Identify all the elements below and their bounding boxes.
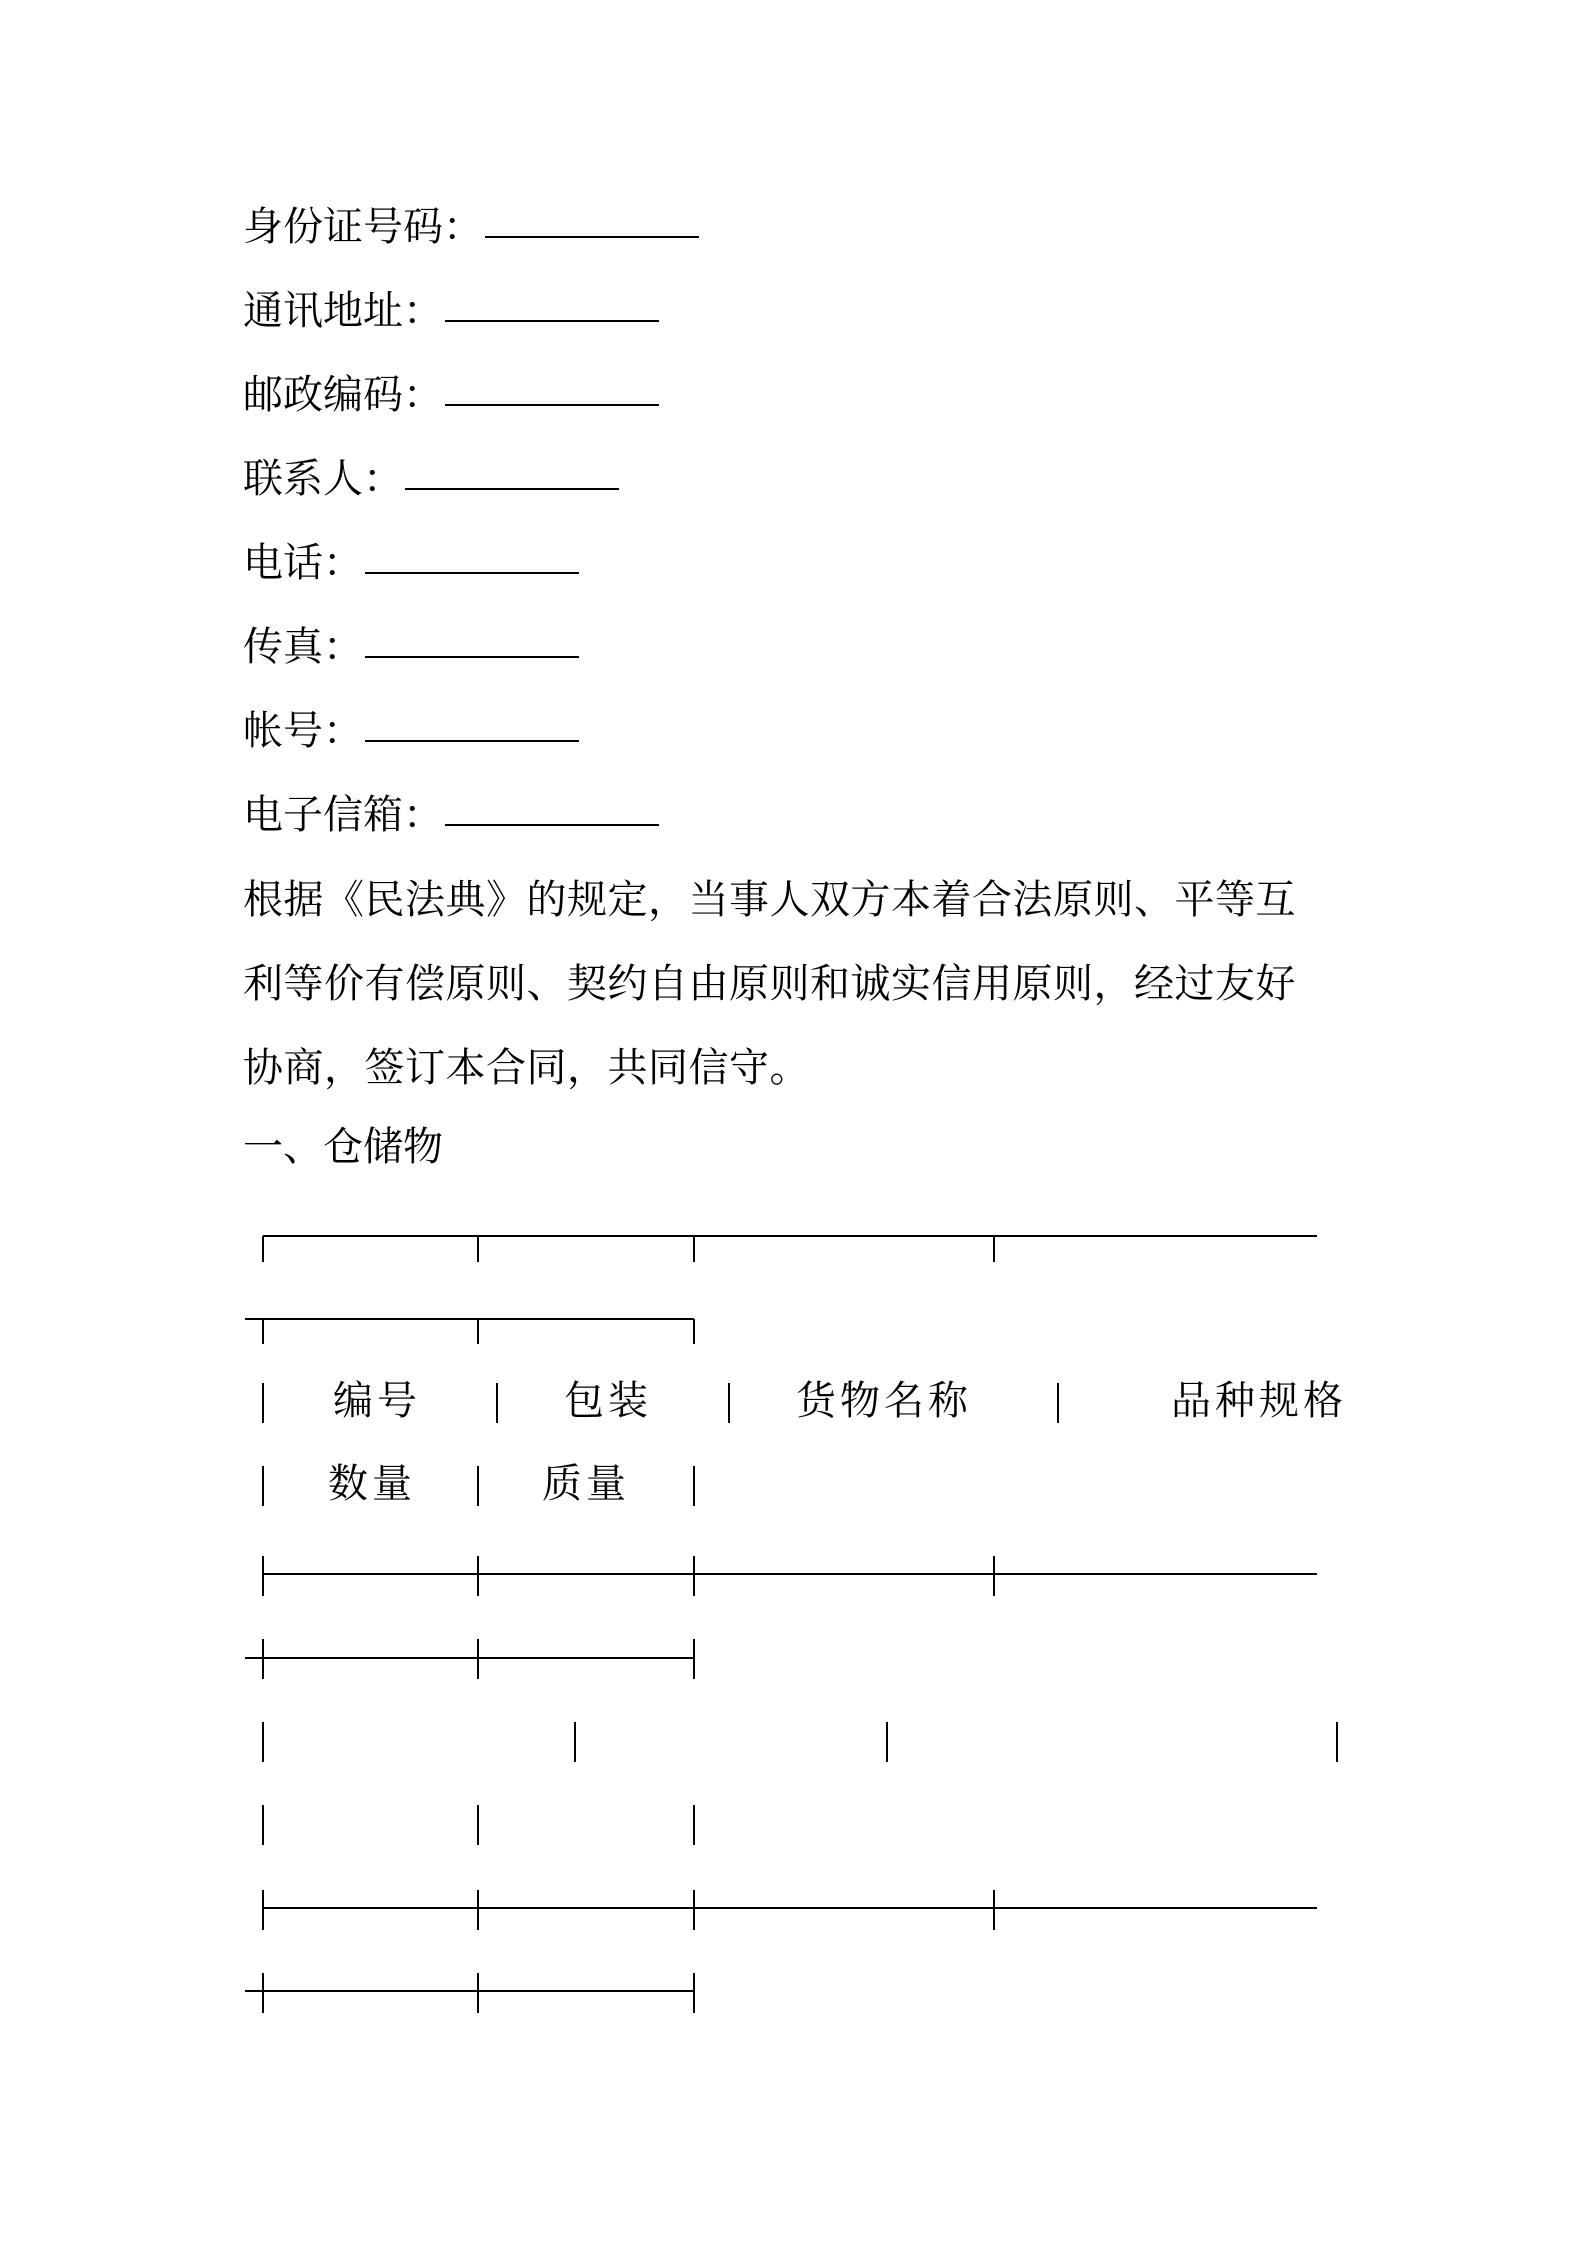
col-header-number: 编号 [333, 1378, 421, 1424]
address-label: 通讯地址： [243, 288, 443, 334]
col-header-quantity: 数量 [328, 1461, 416, 1507]
col-header-spec: 品种规格 [1171, 1378, 1347, 1424]
postcode-label: 邮政编码： [243, 372, 443, 418]
contact-label: 联系人： [243, 456, 403, 502]
section-heading: 一、仓储物 [243, 1124, 443, 1170]
email-label: 电子信箱： [243, 792, 443, 838]
account-label: 帐号： [243, 708, 363, 754]
id-number-label: 身份证号码： [243, 204, 483, 250]
col-header-quality: 质量 [542, 1461, 630, 1507]
preamble-line: 协商，签订本合同，共同信守。 [243, 1045, 810, 1091]
fax-label: 传真： [243, 624, 363, 670]
phone-label: 电话： [243, 540, 363, 586]
col-header-goods-name: 货物名称 [796, 1378, 972, 1424]
col-header-packaging: 包装 [564, 1378, 652, 1424]
preamble-line: 利等价有偿原则、契约自由原则和诚实信用原则，经过友好 [243, 961, 1296, 1007]
preamble-line: 根据《民法典》的规定，当事人双方本着合法原则、平等互 [243, 877, 1296, 923]
